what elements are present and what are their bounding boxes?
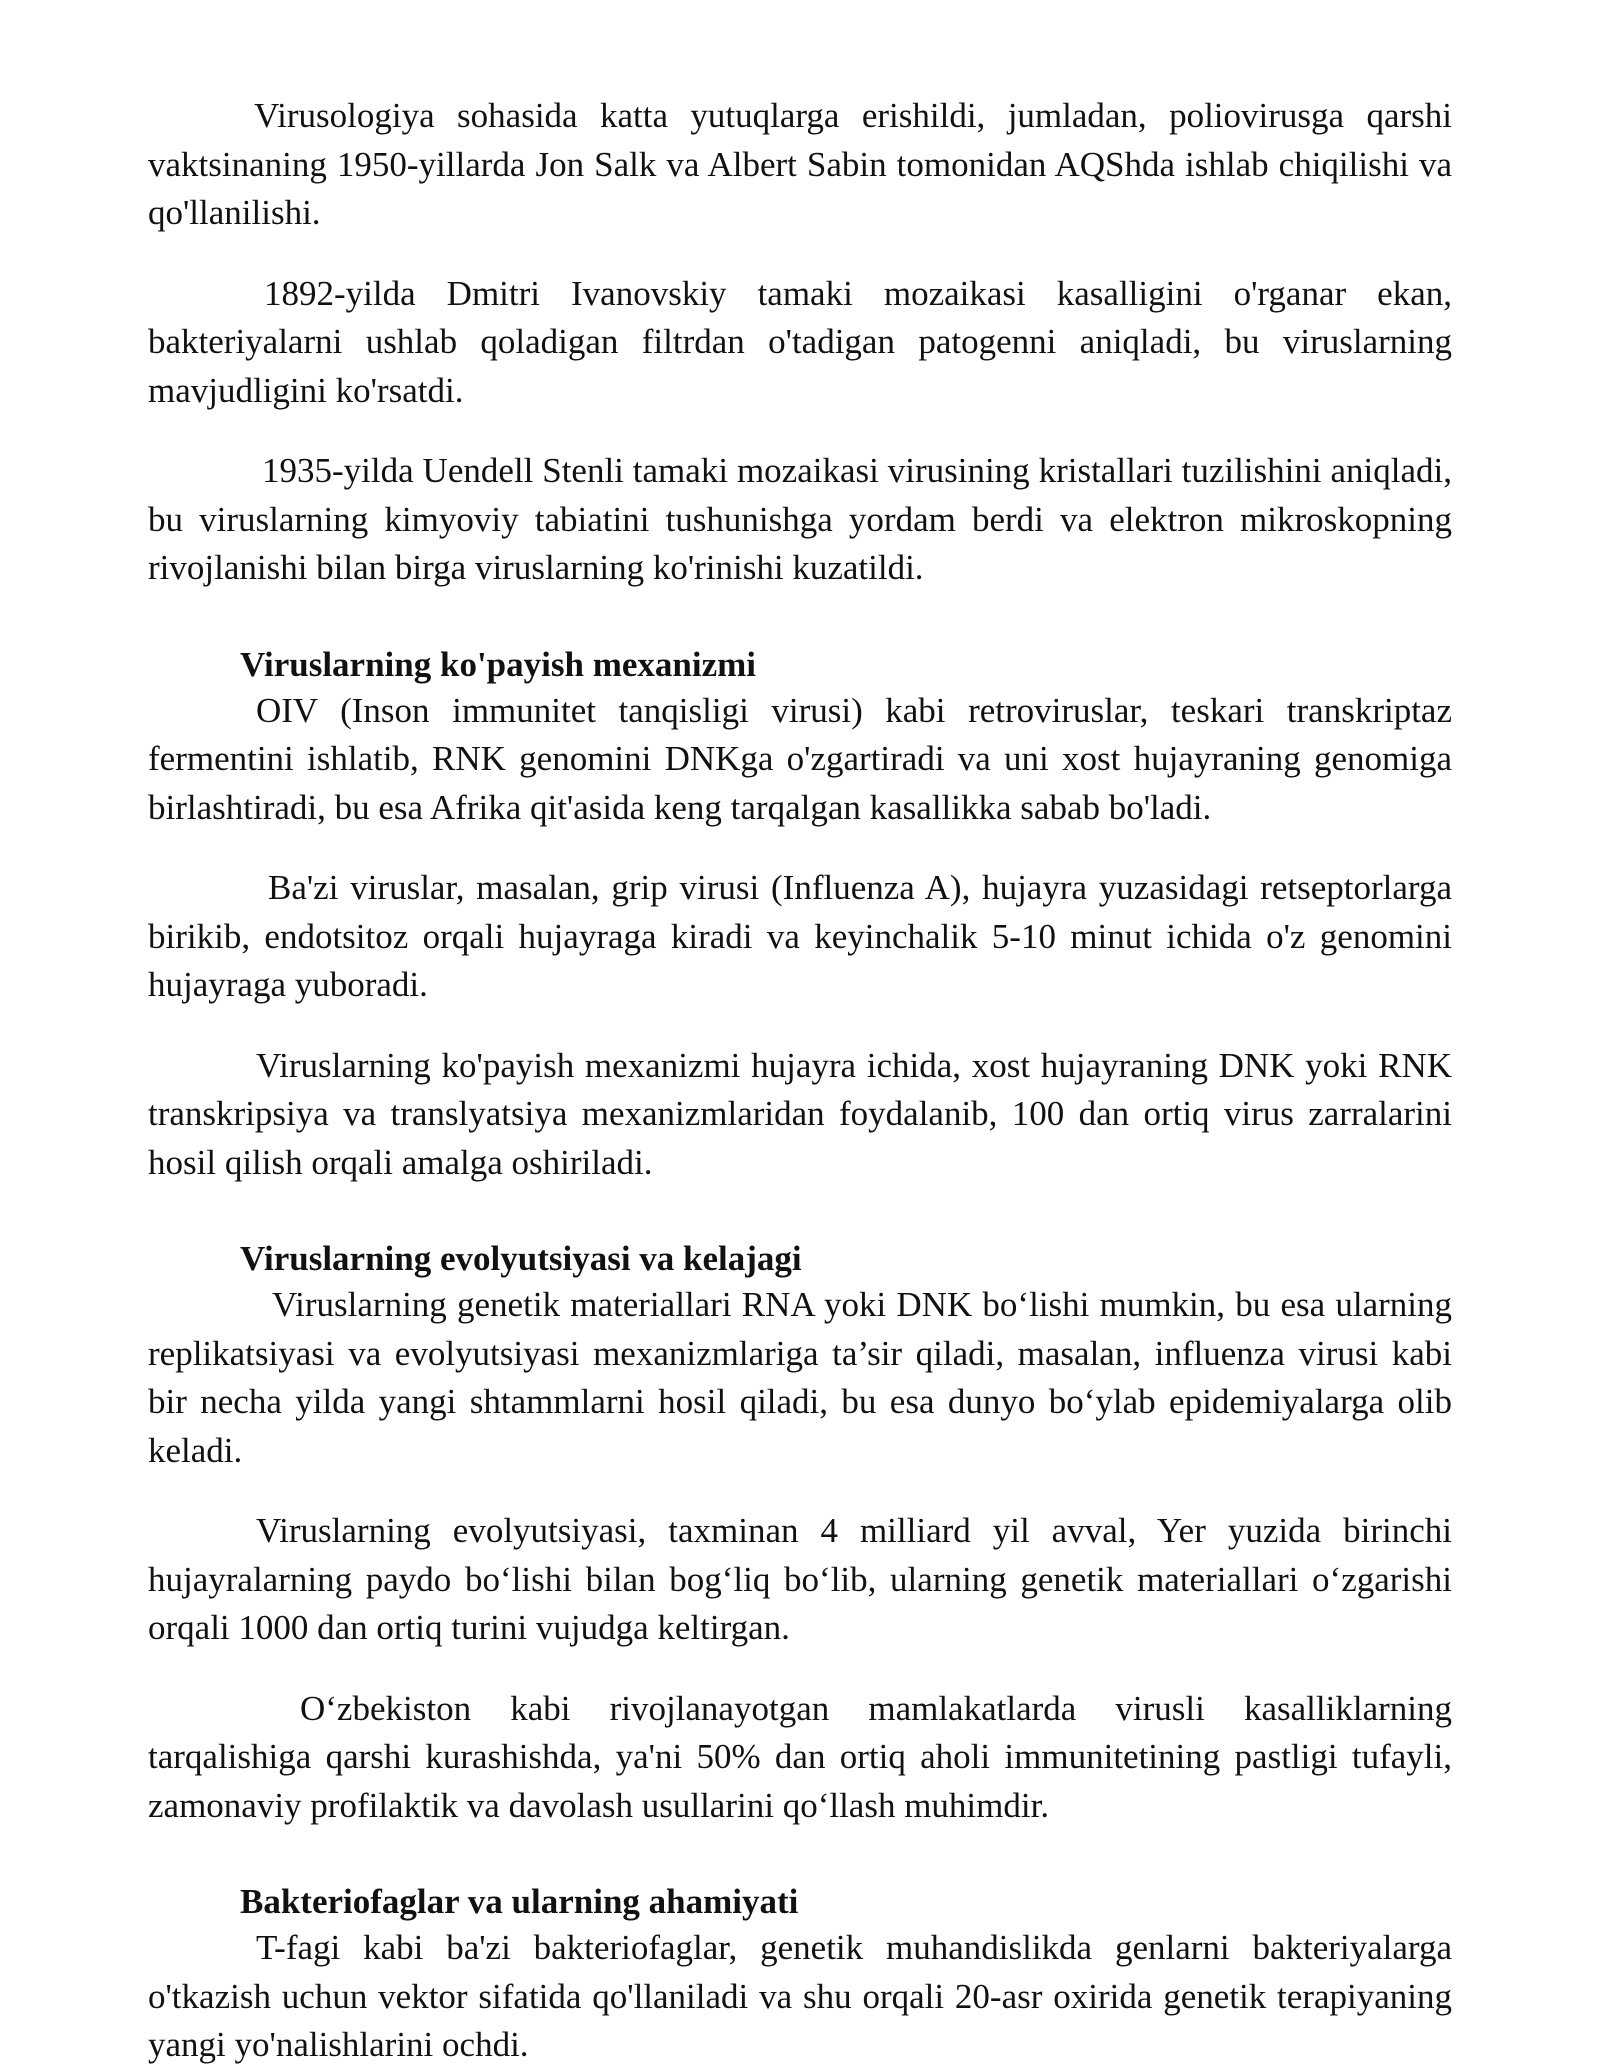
- paragraph-t-phage: T-fagi kabi ba'zi bakteriofaglar, genetik muhandislikda genlarni bakteriyalarga o'tkazish uchun vektor sifatida qo'llaniladi va shu orqali 20-asr oxirida genetik terapiyaning yangi yo'nalishlarini ochdi.: [148, 1928, 1452, 2064]
- paragraph-replication-mechanism: Viruslarning ko'payish mexanizmi hujayra ichida, xost hujayraning DNK yoki RNK transkripsiya va translyatsiya mexanizmlaridan foydalanib, 100 dan ortiq virus zarralarini hosil qilish orqali amalga oshiriladi.: [148, 1045, 1452, 1182]
- paragraph-stanley: 1935-yilda Uendell Stenli tamaki mozaikasi virusining kristallari tuzilishini aniqladi, bu viruslarning kimyoviy tabiatini tushunishga yordam berdi va elektron mikroskopning rivojlanishi bilan birga viruslarning ko'rinishi kuzatildi.: [148, 451, 1452, 587]
- paragraph-genetic-material: Viruslarning genetik materiallari RNA yoki DNK bo‘lishi mumkin, bu esa ularning replikatsiyasi va evolyutsiyasi mexanizmlariga ta’sir qiladi, masalan, influenza virusi kabi bir necha yilda yangi shtammlarni hosil qiladi, bu esa dunyo bo‘ylab epidemiyalarga olib keladi.: [148, 1285, 1452, 1470]
- paragraph-influenza-entry: Ba'zi viruslar, masalan, grip virusi (Influenza A), hujayra yuzasidagi retseptorlarga birikib, endotsitoz orqali hujayraga kiradi va keyinchalik 5-10 minut ichida o'z genomini hujayraga yuboradi.: [148, 868, 1452, 1004]
- document-page: [148, 92, 1452, 2070]
- section-heading-bacteriophages: Bakteriofaglar va ularning ahamiyati: [240, 1882, 799, 1921]
- section-heading-replication: Viruslarning ko'payish mexanizmi: [240, 644, 756, 684]
- paragraph-polio-vaccine: Virusologiya sohasida katta yutuqlarga erishildi, jumladan, poliovirusga qarshi vaktsinaning 1950-yillarda Jon Salk va Albert Sabin tomonidan AQShda ishlab chiqilishi va qo'llanilishi.: [148, 96, 1452, 232]
- paragraph-ivanovskiy: 1892-yilda Dmitri Ivanovskiy tamaki mozaikasi kasalligini o'rganar ekan, bakteriyalarni ushlab qoladigan filtrdan o'tadigan patogenni aniqladi, bu viruslarning mavjudligini ko'rsatdi.: [148, 273, 1452, 410]
- paragraph-retroviruses: OIV (Inson immunitet tanqisligi virusi) kabi retroviruslar, teskari transkriptaz fermentini ishlatib, RNK genomini DNKga o'zgartiradi va uni xost hujayraning genomiga birlashtiradi, bu esa Afrika qit'asida keng tarqalgan kasallikka sabab bo'ladi.: [148, 690, 1452, 827]
- paragraph-uzbekistan: O‘zbekiston kabi rivojlanayotgan mamlakatlarda virusli kasalliklarning tarqalishiga qarshi kurashishda, ya'ni 50% dan ortiq aholi immunitetining pastligi tufayli, zamonaviy profilaktik va davolash usullarini qo‘llash muhimdir.: [148, 1688, 1452, 1825]
- section-heading-evolution: Viruslarning evolyutsiyasi va kelajagi: [240, 1239, 802, 1278]
- paragraph-virus-evolution: Viruslarning evolyutsiyasi, taxminan 4 milliard yil avval, Yer yuzida birinchi hujayralarning paydo bo‘lishi bilan bog‘liq bo‘lib, ularning genetik materiallari o‘zgarishi orqali 1000 dan ortiq turini vujudga keltirgan.: [148, 1511, 1452, 1647]
